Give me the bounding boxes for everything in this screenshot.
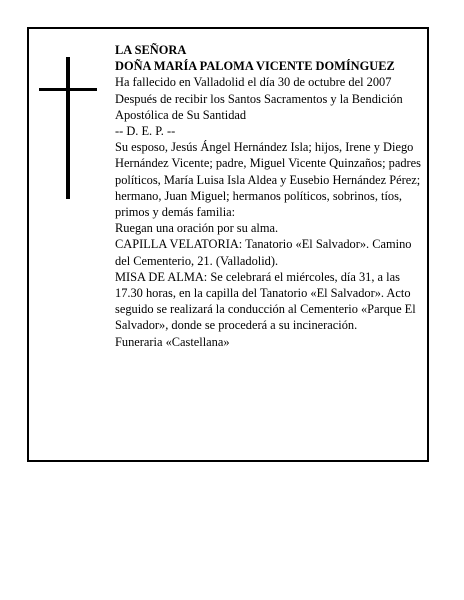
notice-text (115, 42, 427, 350)
notice-frame (27, 27, 429, 462)
death-statement: Ha fallecido en Valladolid el día 30 de octubre del 2007 (115, 75, 392, 90)
wake-chapel-info: CAPILLA VELATORIA: Tanatorio «El Salvador». Camino del Cementerio, 21. (Valladolid). (115, 237, 412, 268)
notice-heading-title: LA SEÑORA (115, 43, 187, 57)
mass-info: MISA DE ALMA: Se celebrará el miércoles, día 31, a las 17.30 horas, en la capilla del Tanatorio «El Salvador». Acto seguido se realizará la conducción al Cementerio «Parque El Salvador», donde se procederá a su incineración. (115, 269, 416, 333)
funeral-home: Funeraria «Castellana» (115, 334, 230, 349)
cross-vertical-bar (66, 57, 70, 199)
prayer-request: Ruegan una oración por su alma. (115, 221, 279, 236)
deceased-name: DOÑA MARÍA PALOMA VICENTE DOMÍNGUEZ (115, 59, 395, 74)
cross-icon (39, 57, 97, 199)
rip-line: -- D. E. P. -- (115, 124, 176, 139)
sacraments-statement: Después de recibir los Santos Sacramentos y la Bendición Apostólica de Su Santidad (115, 91, 403, 122)
cross-horizontal-bar (39, 88, 97, 91)
family-list: Su esposo, Jesús Ángel Hernández Isla; hijos, Irene y Diego Hernández Vicente; padre, Miguel Vicente Quinzaños; padres políticos, María Luisa Isla Aldea y Eusebio Hernández Pérez; hermano, Juan Miguel; hermanos políticos, sobrinos, tíos, primos y demás familia: (115, 140, 421, 220)
